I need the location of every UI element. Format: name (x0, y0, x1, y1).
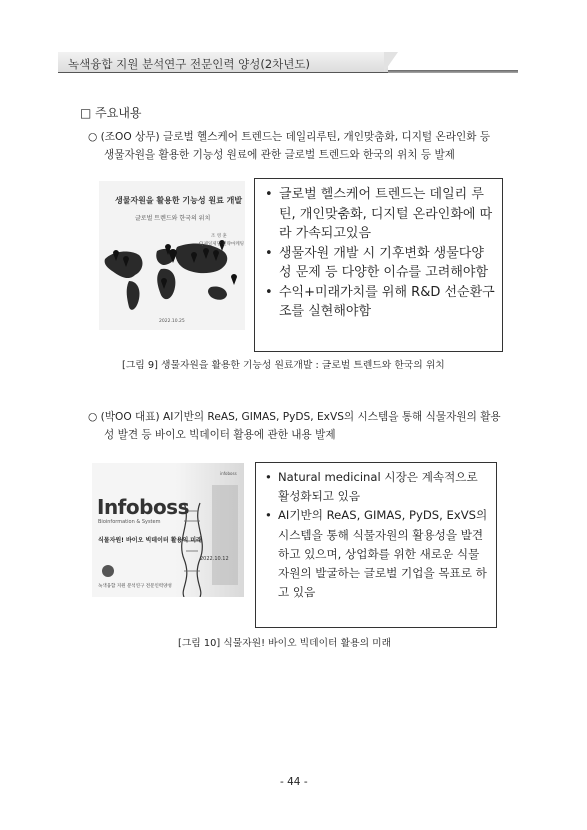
thumbnail-presenter: 조 영 훈 (211, 234, 227, 239)
summary-box-2 (255, 462, 497, 628)
dna-helix-icon (92, 463, 244, 597)
summary-box-1 (254, 178, 503, 352)
slide-thumbnail-1 (99, 181, 245, 330)
page-header (58, 50, 518, 74)
thumbnail-subtitle: 글로벌 트렌드와 한국의 위치 (135, 215, 211, 222)
header-tab-corner (384, 52, 398, 72)
item1-line-1: ○ (조OO 상무) 글로벌 헬스케어 트렌드는 데일리루틴, 개인맞춤화, 디지털 온라인화 등 (88, 131, 491, 143)
item1-paragraph (88, 128, 520, 164)
thumbnail-date: 2022.10.12 (200, 556, 229, 562)
slide-thumbnail-2 (92, 463, 244, 597)
figure-caption-9: [그림 9] 생물자원을 활용한 기능성 원료개발 : 글로벌 트렌드와 한국의 위치 (122, 360, 445, 371)
summary-bullet: • AI기반의 ReAS, GIMAS, PyDS, ExVS의 시스템을 통해 식물자원의 활용성을 발견하고 있으며, 상업화를 위한 새로운 식물 자원의 발굴하는 글로벌 기업을 목표로 하고 있음 (278, 506, 490, 602)
item1-line-2: 생물자원을 활용한 기능성 원료에 관한 글로벌 트렌드와 한국의 위치 등 발제 (104, 149, 455, 161)
thumbnail-org: 녹색융합 지원 분석연구 전문인력양성 (98, 584, 172, 589)
section-title: □ 주요내용 (80, 106, 142, 120)
page-number: - 44 - (280, 776, 308, 788)
item2-line-2: 성 발견 등 바이오 빅데이터 활용에 관한 내용 발제 (104, 429, 336, 441)
summary-bullet: • 수익+미래가치를 위해 R&D 선순환구조를 실현해야함 (279, 283, 496, 322)
item2-line-1: ○ (박OO 대표) AI기반의 ReAS, GIMAS, PyDS, ExVS의 시스템을 통해 식물자원의 활용 (88, 411, 501, 423)
summary-bullet: • Natural medicinal 시장은 계속적으로 활성화되고 있음 (278, 468, 490, 506)
logo-subtitle: Bioinformation & System (98, 519, 161, 525)
thumbnail-date: 2022.10.25 (159, 319, 185, 324)
summary-bullet: • 글로벌 헬스케어 트렌드는 데일리 루틴, 개인맞춤화, 디지털 온라인화에 따라 가속되고있음 (279, 185, 496, 244)
header-title: 녹색융합 지원 분석연구 전문인력 양성(2차년도) (68, 57, 310, 71)
thumbnail-top-label: infoboss (220, 471, 237, 476)
summary-bullet: • 생물자원 개발 시 기후변화 생물다양성 문제 등 다양한 이슈를 고려해야함 (279, 244, 496, 283)
figure-caption-10: [그림 10] 식물자원! 바이오 빅데이터 활용의 미래 (178, 638, 392, 649)
thumbnail-org: CJ제일제당 전략마케팅 (199, 242, 245, 247)
infoboss-logo: Infoboss (97, 495, 189, 519)
thumbnail-title: 식물자원! 바이오 빅데이터 활용의 미래 (98, 537, 202, 544)
thumbnail-title: 생물자원을 활용한 기능성 원료 개발 (115, 196, 243, 205)
header-rule (388, 70, 518, 73)
item2-paragraph (88, 408, 520, 444)
